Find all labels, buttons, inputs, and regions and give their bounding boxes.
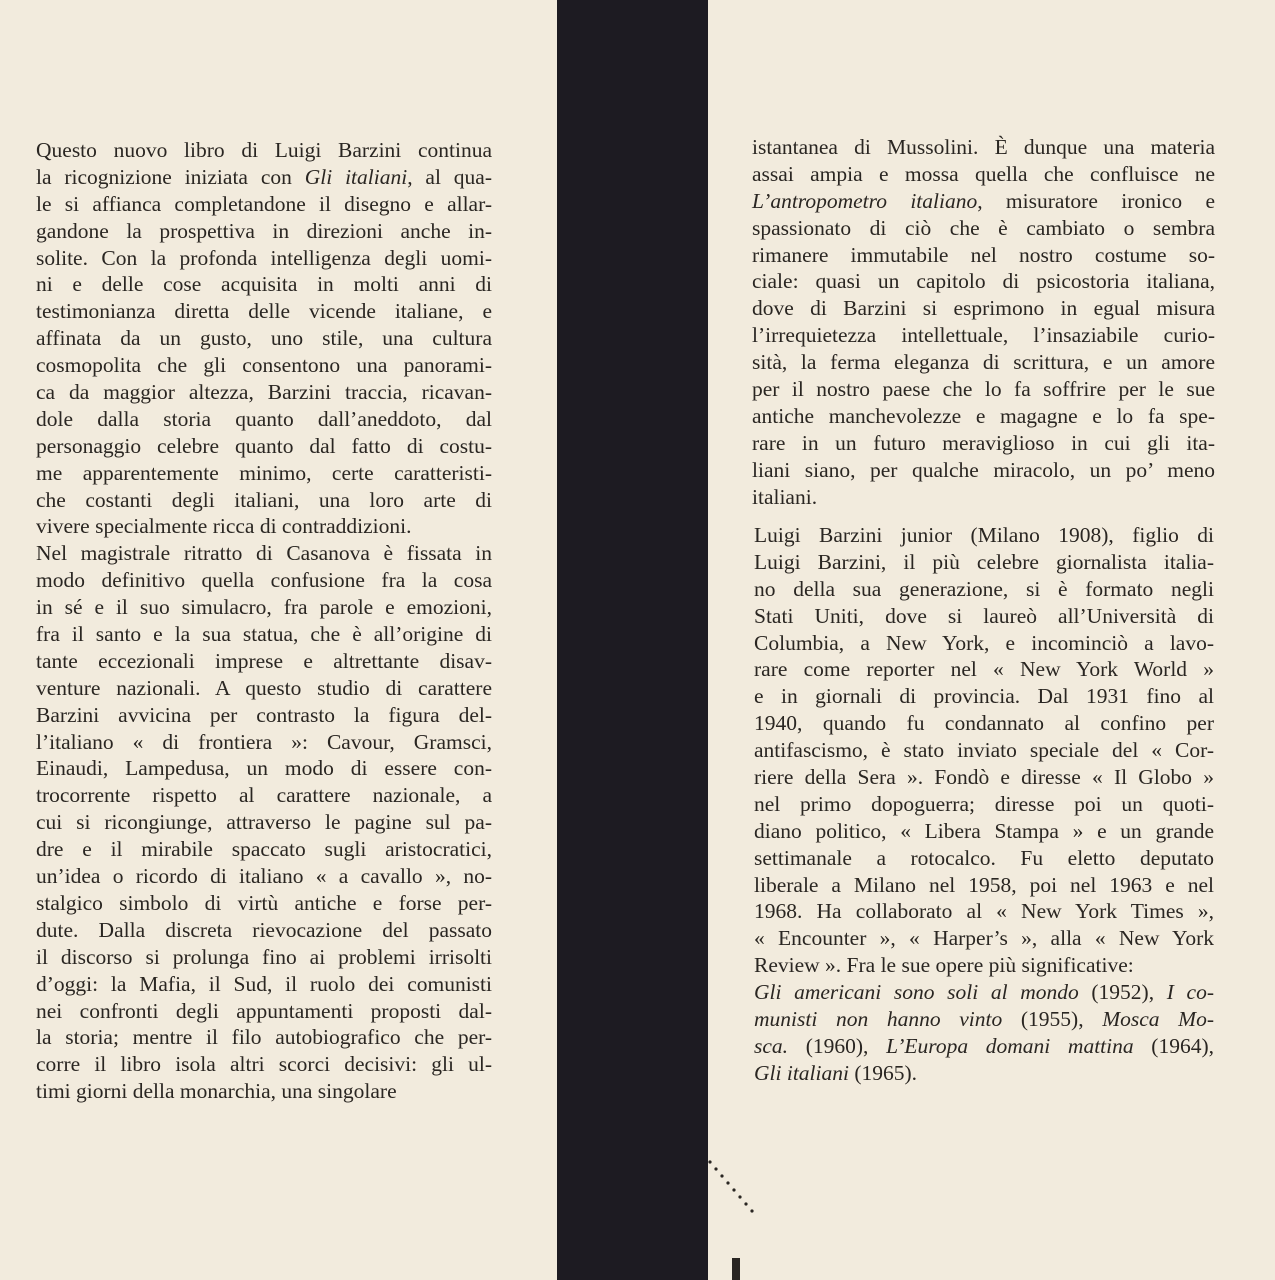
text-line: d’oggi: la Mafia, il Sud, il ruolo dei comunisti — [36, 971, 492, 996]
text-line: la storia; mentre il filo autobiografico che per- — [36, 1025, 492, 1050]
text-line: rimanere immutabile nel nostro costume so- — [752, 242, 1215, 267]
text-line: no della sua generazione, si è formato negli — [754, 576, 1214, 601]
left-flap — [0, 0, 557, 1280]
text-line: e in giornali di provincia. Dal 1931 fino al — [754, 684, 1214, 709]
text-line: dole dalla storia quanto dall’aneddoto, dal — [36, 406, 492, 431]
right-flap-continuation — [752, 134, 1215, 510]
text-line: trocorrente rispetto al carattere nazionale, a — [36, 783, 492, 808]
text-line: dre e il mirabile spaccato sugli aristocratici, — [36, 837, 492, 862]
text-line: Questo nuovo libro di Luigi Barzini continua — [36, 138, 492, 162]
text-line: Columbia, a New York, e incominciò a lavo- — [754, 630, 1214, 655]
text-line: ca da maggior altezza, Barzini traccia, ricavan- — [36, 380, 492, 405]
left-flap-paragraph — [36, 137, 492, 1105]
text-line: assai ampia e mossa quella che confluisce ne — [752, 161, 1215, 186]
text-line: testimonianza diretta delle vicende italiane, e — [36, 299, 492, 324]
text-line: Luigi Barzini junior (Milano 1908), figlio di — [754, 523, 1214, 547]
text-line: liani siano, per qualche miracolo, un po’ meno — [752, 457, 1215, 482]
text-line: fra il santo e la sua statua, che è all’origine di — [36, 622, 492, 647]
text-line: liberale a Milano nel 1958, poi nel 1963 e nel — [754, 872, 1214, 897]
text-line: me apparentemente minimo, certe caratteristi- — [36, 460, 492, 485]
text-line: che costanti degli italiani, una loro arte di — [36, 487, 492, 512]
text-line: Barzini avvicina per contrasto la figura del- — [36, 702, 492, 727]
text-line: Review ». Fra le sue opere più significative: — [754, 953, 1134, 978]
text-line: Einaudi, Lampedusa, un modo di essere con- — [36, 756, 492, 781]
text-line: in sé e il suo simulacro, fra parole e emozioni, — [36, 595, 492, 620]
text-line: dove di Barzini si esprimono in egual misura — [752, 296, 1215, 321]
text-line: Stati Uniti, dove si laureò all’Università di — [754, 603, 1214, 628]
author-biography — [754, 522, 1214, 1087]
text-line: sca. (1960), L’Europa domani mattina (1964), — [754, 1033, 1215, 1058]
text-line: modo definitivo quella confusione fra la cosa — [36, 568, 492, 593]
text-line: le si affianca completandone il disegno e allar- — [36, 191, 492, 216]
text-line: ciale: quasi un capitolo di psicostoria italiana, — [752, 269, 1215, 294]
text-line: antifascismo, è stato inviato speciale del « Cor- — [754, 738, 1214, 763]
text-line: corre il libro isola altri scorci decisivi: gli ul- — [36, 1052, 492, 1077]
text-line: la ricognizione iniziata con Gli italiani, al qua- — [36, 164, 492, 189]
text-line: Luigi Barzini, il più celebre giornalista italia- — [754, 549, 1214, 574]
text-line: munisti non hanno vinto (1955), Mosca Mo- — [754, 1007, 1214, 1032]
text-line: gandone la prospettiva in direzioni anche in- — [36, 218, 492, 243]
text-line: L’antropometro italiano, misuratore ironico e — [752, 188, 1215, 213]
text-line: antiche manchevolezze e magagne e lo fa spe- — [752, 403, 1215, 428]
text-line: solite. Con la profonda intelligenza degli uomi- — [36, 245, 492, 270]
text-line: l’italiano « di frontiera »: Cavour, Gramsci, — [36, 729, 492, 754]
text-line: vivere specialmente ricca di contraddizioni. — [36, 514, 412, 539]
text-line: stalgico simbolo di virtù antiche e forse per- — [36, 890, 492, 915]
text-line: cosmopolita che gli consentono una panorami- — [36, 353, 492, 378]
text-line: l’irrequietezza intellettuale, l’insaziabile curio- — [752, 323, 1215, 348]
text-line: un’idea o ricordo di italiano « a cavallo », no- — [36, 864, 492, 889]
right-flap — [708, 0, 1275, 1280]
text-line: « Encounter », « Harper’s », alla « New York — [754, 926, 1214, 951]
text-line: nel primo dopoguerra; diresse poi un quoti- — [754, 791, 1214, 816]
fold-dotted-line — [708, 1160, 768, 1280]
text-line: diano politico, « Libera Stampa » e un grande — [754, 818, 1214, 843]
text-line: istantanea di Mussolini. È dunque una materia — [752, 135, 1215, 159]
text-line: ni e delle cose acquisita in molti anni di — [36, 272, 492, 297]
text-line: il discorso si prolunga fino ai problemi irrisolti — [36, 944, 492, 969]
text-line: cui si ricongiunge, attraverso le pagine sul pa- — [36, 810, 492, 835]
text-line: rare in un futuro meraviglioso in cui gli ita- — [752, 430, 1215, 455]
text-line: 1968. Ha collaborato al « New York Times », — [754, 899, 1214, 924]
text-line: Gli americani sono soli al mondo (1952), I co- — [754, 980, 1214, 1005]
text-line: dute. Dalla discreta rievocazione del passato — [36, 917, 492, 942]
text-line: per il nostro paese che lo fa soffrire per le sue — [752, 377, 1215, 402]
text-line: personaggio celebre quanto dal fatto di costu- — [36, 433, 492, 458]
text-line: Nel magistrale ritratto di Casanova è fissata in — [36, 541, 492, 566]
text-line: rare come reporter nel « New York World » — [754, 657, 1214, 682]
text-line: 1940, quando fu condannato al confino per — [754, 711, 1214, 736]
text-line: Gli italiani (1965). — [754, 1060, 918, 1085]
text-line: spassionato di ciò che è cambiato o sembra — [752, 215, 1215, 240]
text-line: venture nazionali. A questo studio di carattere — [36, 675, 492, 700]
text-line: sità, la ferma eleganza di scrittura, e un amore — [752, 350, 1215, 375]
text-line: riere della Sera ». Fondò e diresse « Il Globo » — [754, 765, 1214, 790]
text-line: timi giorni della monarchia, una singolare — [36, 1079, 397, 1104]
text-line: settimanale a rotocalco. Fu eletto deputato — [754, 845, 1214, 870]
text-line: nei confronti degli appuntamenti proposti dal- — [36, 998, 492, 1023]
text-line: tante eccezionali imprese e altrettante disav- — [36, 648, 492, 673]
text-line: italiani. — [752, 484, 818, 509]
text-line: affinata da un gusto, uno stile, una cultura — [36, 326, 492, 351]
